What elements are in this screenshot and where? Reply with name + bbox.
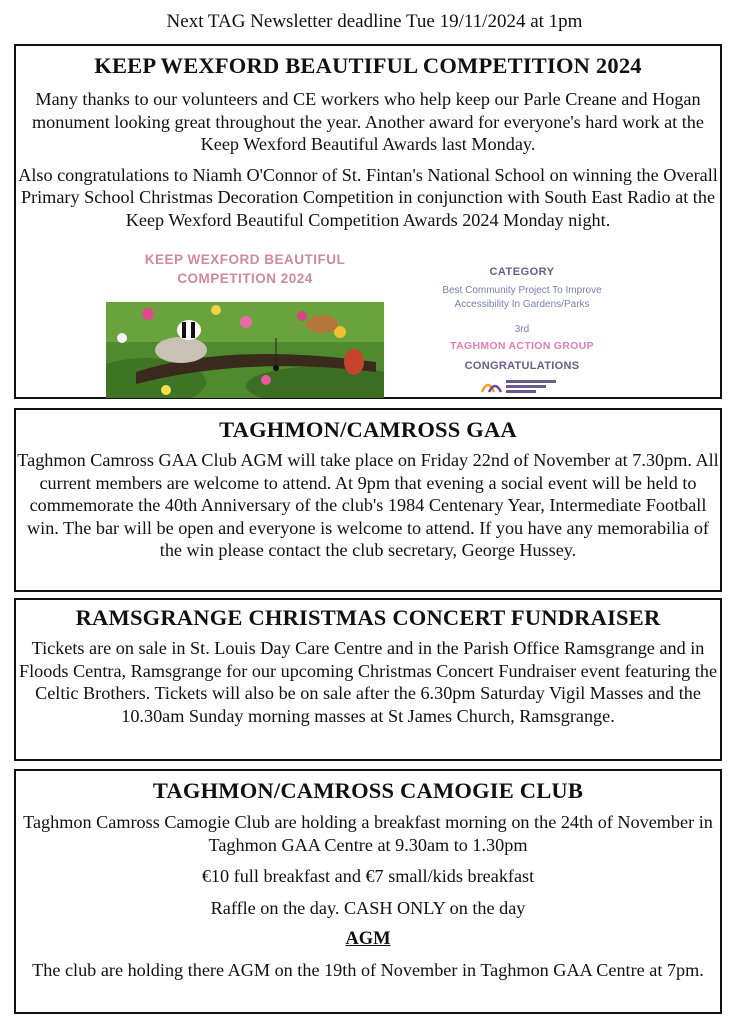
keep-wexford-paragraph-2: Also congratulations to Niamh O'Connor of St. Fintan's National School on winning the Overall Primary School Christmas Decoration Competition in conjunction with South East Radio at the Keep Wexford Beautiful Competition Awards 2024 Monday night.	[18, 164, 718, 230]
award-group: TAGHMON ACTION GROUP	[450, 340, 594, 352]
competition-banner-title-line-2: COMPETITION 2024	[177, 271, 313, 286]
gaa-section	[14, 408, 722, 592]
award-category-label: CATEGORY	[489, 266, 555, 278]
competition-banner-title	[104, 250, 386, 288]
keep-wexford-title: KEEP WEXFORD BEAUTIFUL COMPETITION 2024	[94, 53, 642, 78]
gaa-title: TAGHMON/CAMROSS GAA	[219, 417, 517, 442]
ramsgrange-section	[14, 598, 722, 761]
ramsgrange-title: RAMSGRANGE CHRISTMAS CONCERT FUNDRAISER	[75, 605, 661, 630]
award-congratulations: CONGRATULATIONS	[464, 360, 580, 372]
camogie-paragraph-2: €10 full breakfast and €7 small/kids breakfast	[201, 866, 535, 886]
newsletter-deadline: Next TAG Newsletter deadline Tue 19/11/2024 at 1pm	[166, 11, 583, 32]
camogie-paragraph-3: Raffle on the day. CASH ONLY on the day	[210, 897, 526, 918]
camogie-paragraph-4: The club are holding there AGM on the 19th of November in Taghmon GAA Centre at 7pm.	[32, 959, 704, 980]
camogie-title: TAGHMON/CAMROSS CAMOGIE CLUB	[152, 778, 584, 803]
camogie-section	[14, 769, 722, 1014]
ramsgrange-paragraph: Tickets are on sale in St. Louis Day Care Centre and in the Parish Office Ramsgrange and in Floods Centra, Ramsgrange for our upcoming Christmas Concert Fundraiser event featuring the Celtic Brothers. Tickets will also be on sale after the 6.30pm Saturday Vigil Masses and the 10.30am Sunday morning masses at St James Church, Ramsgrange.	[18, 638, 718, 726]
competition-banner-title-line-1: KEEP WEXFORD BEAUTIFUL	[144, 252, 346, 267]
award-description	[404, 284, 640, 312]
award-certificate	[404, 252, 640, 398]
camogie-agm-heading: AGM	[345, 929, 391, 949]
badger-garden-illustration	[106, 302, 384, 398]
camogie-paragraph-1: Taghmon Camross Camogie Club are holding a breakfast morning on the 24th of November in Taghmon GAA Centre at 9.30am to 1.30pm	[23, 812, 713, 855]
gaa-paragraph: Taghmon Camross GAA Club AGM will take place on Friday 22nd of November at 7.30pm. All current members are welcome to attend. At 9pm that evening a social event will be held to commemorate the 40th Anniversary of the club's 1984 Centenary Year, Intermediate Football win. The bar will be open and everyone is welcome to attend. If you have any memorabilia of the win please contact the club secretary, George Hussey.	[17, 450, 719, 560]
keep-wexford-paragraph-1: Many thanks to our volunteers and CE workers who help keep our Parle Creane and Hogan monument looking great throughout the year. Another award for everyone's hard work at the Keep Wexford Beautiful Awards last Monday.	[32, 89, 704, 154]
award-place: 3rd	[514, 324, 530, 335]
competition-banner-image	[104, 250, 386, 398]
keep-wexford-section	[14, 44, 722, 399]
wexford-council-logo-icon	[480, 376, 560, 396]
award-description-line-1: Best Community Project To Improve	[442, 285, 602, 296]
award-description-line-2: Accessibility In Gardens/Parks	[454, 299, 590, 310]
